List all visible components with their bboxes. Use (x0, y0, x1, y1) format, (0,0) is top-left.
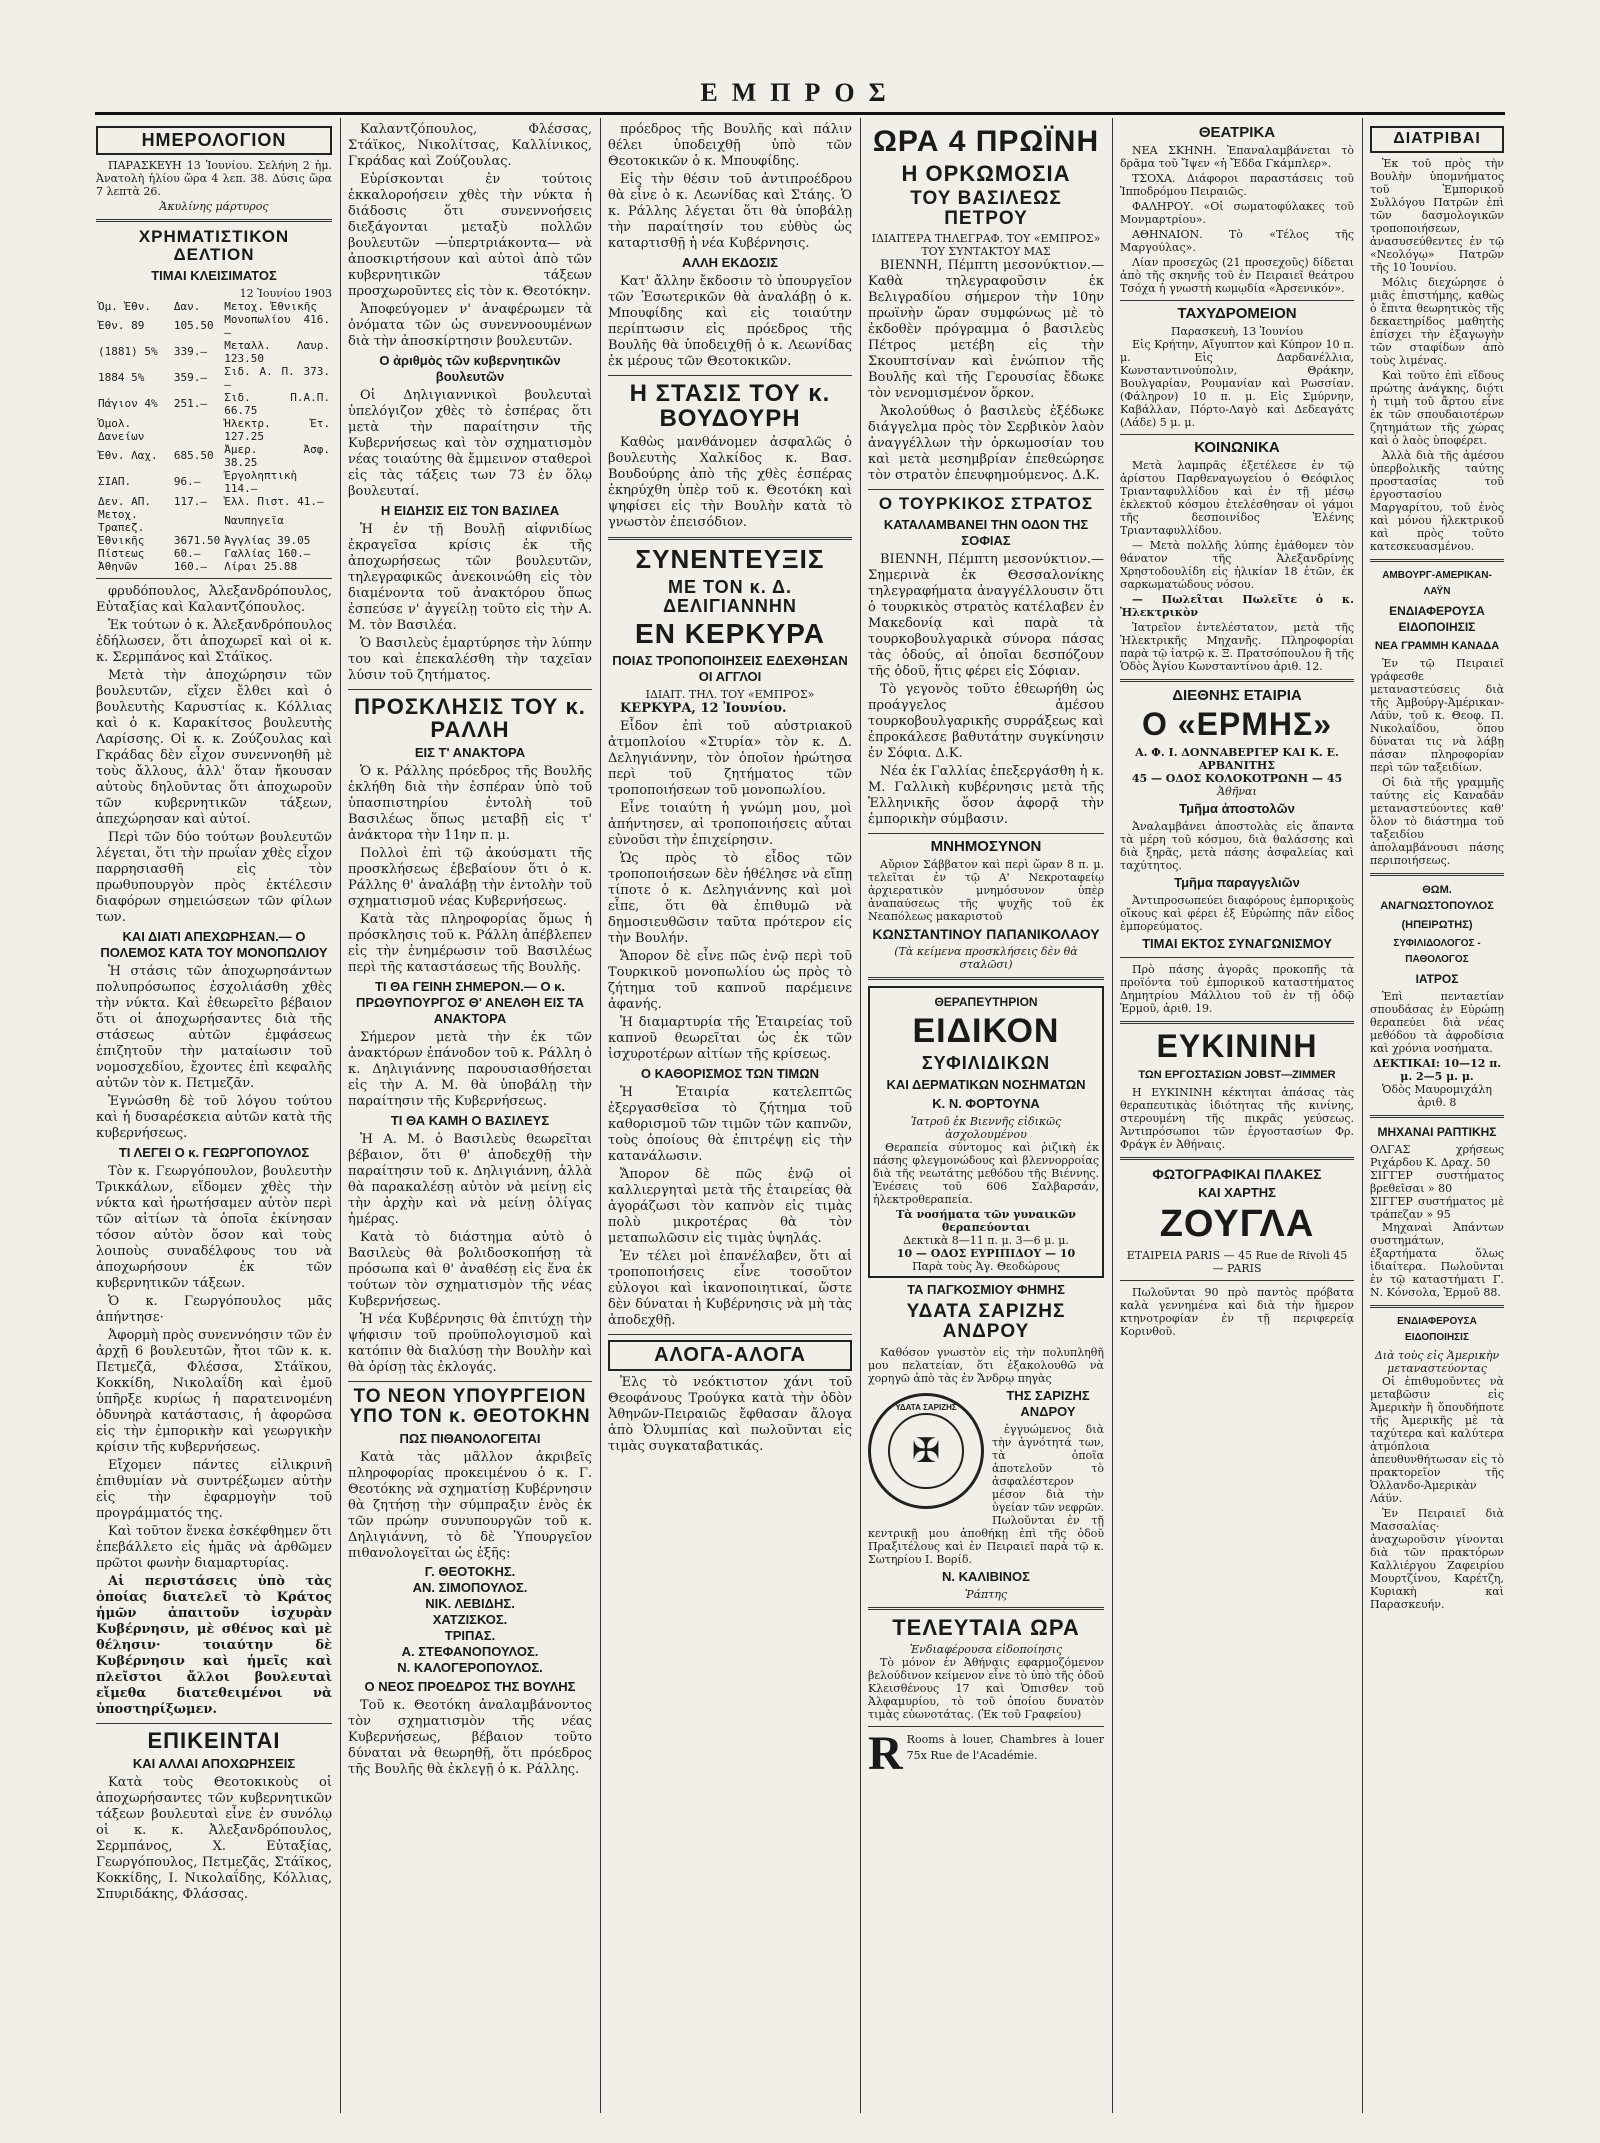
paragraph: Λίαν προσεχῶς (21 προσεχοῦς) δίδεται ἀπὸ τῆς σκηνῆς τοῦ ἐν Πειραιεῖ θεάτρου Τσόχα ἡ γνωστὴ κωμῳδία «Ἀρσενικόν». (1120, 256, 1354, 295)
doctor-origin: (ΗΠΕΙΡΩΤΗΣ) (1401, 918, 1473, 931)
price-cell: Ἀμερ. Ἀσφ. 38.25 (224, 442, 330, 469)
divider (1370, 873, 1504, 876)
mill-text: Πρὸ πάσης ἀγορᾶς προκοπῆς τὰ προϊόντα τοῦ ἐμπορικοῦ καταστήματος Δημητρίου Μάλλιου τοῦ ἐν τῇ ὁδῷ Ἑρμοῦ, ἀριθ. 19. (1120, 962, 1354, 1015)
price-cell: 1884 5% (98, 371, 145, 385)
price-row (96, 495, 332, 508)
price-row (96, 534, 332, 547)
divider (1120, 300, 1354, 301)
paragraph: Εἰς τὴν θέσιν τοῦ ἀντιπροέδρου θὰ εἶνε ὁ κ. Λεωνίδας καὶ Στάης. Ὁ κ. Ράλλης λέγεται ὅτι θὰ ὑποβάλῃ τὴν παραίτησίν του εὐθὺς ὡς καταρτισθῇ ἡ νέα Κυβέρνησις. (608, 172, 852, 251)
headline-hour-c: ΤΟΥ ΒΑΣΙΛΕΩΣ ΠΕΤΡΟΥ (910, 187, 1062, 229)
water-title-a: ΤΑ ΠΑΓΚΟΣΜΙΟΥ ΦΗΜΗΣ (907, 1281, 1065, 1297)
minister: ΑΝ. ΣΙΜΟΠΟΥΛΟΣ. (412, 1580, 528, 1596)
headline-interview-c: ΕΝ ΚΕΡΚΥΡΑ (635, 618, 825, 650)
price-table (96, 300, 332, 573)
divider (608, 537, 852, 540)
price-cell: Ἀγγλίας 39.05 (224, 533, 311, 547)
divider (1370, 1115, 1504, 1118)
price-row (96, 443, 332, 469)
paragraph: Σήμερον μετὰ τὴν ἐκ τῶν ἀνακτόρων ἐπάνοδον τοῦ κ. Ράλλη ὁ κ. Δηλιγιάννης παρουσιασθήσεται εἰς τὴν Α. Μ. θὰ ὑποβάλῃ τὴν παραίτησιν τῆς Κυβερνήσεως. (348, 1030, 592, 1110)
exchange-title: ΧΡΗΜΑΤΙΣΤΙΚΟΝ ΔΕΛΤΙΟΝ (138, 226, 290, 264)
headline-says: ΤΙ ΛΕΓΕΙ Ο κ. ΓΕΩΡΓΟΠΟΥΛΟΣ (118, 1144, 310, 1160)
interview-dateline: ΚΕΡΚΥΡΑ, 12 Ἰουνίου. (620, 700, 787, 716)
notice-sub: Διὰ τοὺς εἰς Ἀμερικὴν μεταναστεύοντας (1374, 1348, 1500, 1375)
paragraph: Ὡς πρὸς τὸ εἶδος τῶν τροποποιήσεων δὲν ἠθέλησε νὰ εἴπῃ τίποτε ὁ κ. Δεληγιάννης καὶ μοὶ εἶπε, ὅτι θὰ ἐπιθυμῶ νὰ δημοσιευθῶσιν ταῦτα πρότερον εἰς τὴν Βουλήν. (608, 850, 852, 946)
water-sign2: Ῥάπτης (964, 1587, 1008, 1601)
price-cell (172, 508, 222, 534)
column-4 (868, 122, 1104, 2112)
price-row (96, 417, 332, 443)
price-cell: 96.— (173, 475, 201, 489)
memorial-title: ΜΝΗΜΟΣΥΝΟΝ (930, 838, 1042, 856)
paragraph: Ἀποφεύγομεν ν' ἀναφέρωμεν τὰ ὀνόματα τῶν ὡς συνεννοουμένων διὰ τὴν ἀποσκίρτησιν βουλευτῶν. (348, 302, 592, 349)
paragraph: Ὁ Βασιλεὺς ἐμαρτύρησε τὴν λύπην του καὶ ἐπεκαλέσθη τὴν ταχεῖαν λύσιν τοῦ ζητήματος. (348, 636, 592, 683)
martyr: Ἀκυλίνης μάρτυρος (159, 199, 269, 213)
price-cell: 117.— (173, 494, 208, 508)
headline-today: ΤΙ ΘΑ ΓΕΙΝΗ ΣΗΜΕΡΟΝ.— Ο κ. ΠΡΩΘΥΠΟΥΡΓΟΣ Θ' ΑΝΕΛΘΗ ΕΙΣ ΤΑ ΑΝΑΚΤΟΡΑ (356, 979, 584, 1027)
minister-list (348, 1564, 592, 1676)
clinic-doctor-sub: Ἰατροῦ ἐκ Βιεννῆς εἰδικῶς ἀσχολουμένου (910, 1114, 1062, 1141)
divider (348, 689, 592, 690)
paragraph: Ἐκ τοῦ πρὸς τὴν Βουλὴν ὑπομνήματος τοῦ Ἐμπορικοῦ Συλλόγου Πατρῶν ἐπὶ τῶν δασμολογικῶν τροποποιήσεων, ἀνασυσεύθεντες ἐν τῷ «Νεολόγῳ» Πατρῶν τῆς 10 Ἰουνίου. (1370, 156, 1504, 274)
price-cell: Ὁμολ. Δανείων (98, 416, 145, 443)
paragraph: Οἱ ἐπιθυμοῦντες νὰ μεταβῶσιν εἰς Ἀμερικὴν ἢ ὅπουδήποτε τῆς Ἀμερικῆς μὲ τὰ ταχύτερα καὶ καλύτερα ἀτμόπλοια ἀπευθυνθήτωσαν εἰς τὸ πρακτορεῖον τῆς Ὀλλανδο-Ἀμερικὰν Λάϋν. (1370, 1374, 1504, 1505)
headline-alloga: ΑΛΟΓΑ-ΑΛΟΓΑ (608, 1340, 852, 1371)
column-divider (340, 118, 341, 2113)
minister: ΤΡΙΠΑΣ. (444, 1628, 496, 1644)
paragraph: Κατὰ τὰς μᾶλλον ἀκριβεῖς πληροφορίας προκειμένου ὁ κ. Γ. Θεοτόκης νὰ σχηματίσῃ Κυβέρνησιν θὰ ζητήσῃ τὴν σύμπραξιν ἑνὸς ἐκ τῶν πρώην συνυπουργῶν τοῦ κ. Δηλιγιάννη, τὸ δὲ Ὑπουργεῖον πιθανολογεῖται ὡς ἑξῆς: (348, 1450, 592, 1562)
column-6 (1370, 122, 1504, 2112)
price-row (96, 391, 332, 417)
memorial-name: ΚΩΝΣΤΑΝΤΙΝΟΥ ΠΑΠΑΝΙΚΟΛΑΟΥ (872, 926, 1100, 943)
divider (868, 833, 1104, 834)
minister: Α. ΣΤΕΦΑΝΟΠΟΥΛΟΣ. (401, 1644, 539, 1660)
paragraph: Τοῦ κ. Θεοτόκη ἀναλαμβάνοντος τὸν σχηματισμὸν τῆς νέας Κυβερνήσεως, βέβαιον τοῦτο δύναται νὰ θεωρηθῇ, ὅτι πρόεδρος τῆς Βουλῆς θὰ ἐκλεγῇ ὁ κ. Ράλλης. (348, 1698, 592, 1778)
price-cell: 3671.50 (173, 533, 221, 547)
paragraph: Οἱ διὰ τῆς γραμμῆς ταύτης εἰς Καναδᾶν μεταναστεύοντες καθ' ὅλον τὸ διάστημα τοῦ ταξειδίου ἀπολαμβάνουσι πάσης περιποιήσεως. (1370, 775, 1504, 867)
paragraph: Μόλις διεχώρησε ὁ μιᾶς ἐπιστήμης, καθὼς ὁ ἔπιτα θεωρητικὸς τῆς δεκαετηρίδος μαθητὴς ἐπίσχει τὴν ἐξαγωγὴν τῶν σταφίδων ἀπὸ τοὺς λιμένας. (1370, 275, 1504, 367)
headline-vote: Η ΣΤΑΣΙΣ ΤΟΥ κ. ΒΟΥΔΟΥΡΗ (629, 380, 831, 433)
divider (348, 1381, 592, 1382)
paragraph: Κατὰ τὰς πληροφορίας ὅμως ἡ πρόσκλησις τοῦ κ. Ράλλη ἀπέβλεπεν εἰς τὴν ἐνημέρωσιν τοῦ Βασιλέως περὶ τῆς καταστάσεως τῆς Βουλῆς. (348, 912, 592, 976)
price-cell: Ναυπηγεῖα (224, 514, 284, 528)
price-cell: Ἐθν. 89 (98, 319, 145, 333)
diatribai-title: ΔΙΑΤΡΙΒΑΙ (1370, 126, 1504, 153)
announcement-title: — Πωλεῖται Πωλεῖτε ὁ κ. Ἠλεκτρικὸν (1120, 593, 1354, 619)
price-cell: Ἐθν. Λαχ. (98, 449, 158, 463)
paragraph: Ἀλλὰ διὰ τῆς ἀμέσου ὑπερβολικῆς ταύτης προστασίας τοῦ ἐργοστασίου Μαργαρίτου, τοῦ ἑνὸς καὶ μόνου ἠλεκτρικοῦ καὶ πρὸς τοῦτο κατεσκευασμένου. (1370, 448, 1504, 553)
headline-refuse-sub: ΚΑΙ ΑΛΛΑΙ ΑΠΟΧΩΡΗΣΕΙΣ (132, 1755, 296, 1771)
paragraph: Κατὰ τὸ διάστημα αὐτὸ ὁ Βασιλεὺς θὰ βολιδοσκοπήσῃ τὰ πρόσωπα καὶ θ' ἀναθέσῃ εἰς ἕνα ἐκ τούτων τὸν σχηματισμὸν τῆς νέας Κυβερνήσεως. (348, 1230, 592, 1310)
hermes-text2: Ἀντιπροσωπεύει διαφόρους ἐμπορικοὺς οἴκους καὶ φέρει ἐξ Εὐρώπης πᾶν εἶδος ἐμπορεύματος. (1120, 893, 1354, 933)
paragraph: Ἀκολούθως ὁ βασιλεὺς ἐξέδωκε διάγγελμα πρὸς τὸν Σερβικὸν λαὸν ἀναγγέλλων τὴν ὁρκωμοσίαν του καὶ μετὰ μεσημβρίαν ἐπεθεώρησε τὸν στρατὸν ἐπευφημούμενος. Δ.Κ. (868, 404, 1104, 484)
masthead-rule (95, 112, 1505, 115)
headline-interview-d: ΠΟΙΑΣ ΤΡΟΠΟΠΟΙΗΣΕΙΣ ΕΔΕΧΘΗΣΑΝ ΟΙ ΑΓΓΛΟΙ (612, 652, 848, 684)
price-row (96, 339, 332, 365)
paragraph: Εἶδον ἐπὶ τοῦ αὐστριακοῦ ἀτμοπλοίου «Στυρία» τὸν κ. Δ. Δεληγιάννην, τὸν ὁποῖον ἠρώτησα περὶ τοῦ ζητήματος τῶν τροποποιήσεων τοῦ μονοπωλίου. (608, 718, 852, 798)
divider (1120, 1280, 1354, 1281)
paragraph: ΤΣΟΧΑ. Διάφοροι παραστάσεις τοῦ Ἱπποδρόμου Πειραιῶς. (1120, 172, 1354, 198)
column-1 (96, 122, 332, 2112)
sew-row: ΣΙΓΓΕΡ συστήματος βρεθεῖσαι » 80 (1370, 1168, 1504, 1195)
hermes-firm: Α. Φ. Ι. ΔΟΝΝΑΒΕΡΓΕΡ ΚΑΙ Κ. Ε. ΑΡΒΑΝΙΤΗΣ (1135, 745, 1339, 772)
quinine-text: Η ΕΥΚΙΝΙΝΗ κέκτηται ἁπάσας τὰς θεραπευτικὰς ἰδιότητας τῆς κινίνης, στερουμένη τῆς πικρᾶς γεύσεως. Ἀντιπρόσωποι τῶν ἐργοστασίων Φρ. Φράγκ ἐν Ἀθήναις. (1120, 1086, 1354, 1152)
headline-why: ΚΑΙ ΔΙΑΤΙ ΑΠΕΧΩΡΗΣΑΝ.— Ο ΠΟΛΕΜΟΣ ΚΑΤΑ ΤΟΥ ΜΟΝΟΠΩΛΙΟΥ (100, 928, 328, 960)
price-row (96, 300, 332, 313)
water-brand: ΤΗΣ ΣΑΡΙΖΗΣ ΑΝΔΡΟΥ (1006, 1387, 1090, 1419)
paragraph: Καὶ τοῦτο ἐπὶ εἴδους πρώτης ἀνάγκης, διότι ἡ τιμὴ τοῦ ἄρτου εἶνε ἐκ τῶν σπουδαιοτέρων ζητημάτων τῆς χώρας καὶ ὁ λαὸς ὑποφέρει. (1370, 368, 1504, 447)
hermes-address: 45 — ΟΔΟΣ ΚΟΛΟΚΟΤΡΩΝΗ — 45 (1131, 771, 1343, 785)
price-cell: Δαν. (173, 299, 201, 313)
water-sign: Ν. ΚΑΛΙΒΙΝΟΣ (942, 1568, 1030, 1584)
headline-hour-b: Η ΟΡΚΩΜΟΣΙΑ (901, 160, 1071, 186)
price-cell: 359.— (173, 371, 208, 385)
paragraph: Ἐλς τὸ νεόκτιστον χάνι τοῦ Θεοφάνους Τρούγκα κατὰ τὴν ὁδὸν Ἀθηνῶν-Πειραιῶς ἔφθασαν ἄλογα ἀπὸ Ὀλυμπίας καὶ πωλοῦνται εἰς τιμὰς συγκαταβατικάς. (608, 1374, 852, 1454)
divider (1120, 957, 1354, 958)
announcement-text: Ἰατρεῖον ἐντελέστατον, μετὰ τῆς Ἠλεκτρικῆς Μηχανῆς. Πληροφορίαι παρὰ τῷ ἰατρῷ κ. Ξ. Πρατσόπουλου ἢ τῆς Ὁδὸς Ἁγίου Κωνσταντίνου ἀριθ. 12. (1120, 621, 1354, 673)
quinine-sub: ΤΩΝ ΕΡΓΟΣΤΑΣΙΩΝ JOBST—ZIMMER (1138, 1069, 1336, 1082)
headline-news: Η ΕΙΔΗΣΙΣ ΕΙΣ ΤΟΝ ΒΑΣΙΛΕΑ (380, 503, 560, 518)
photo-sub: ΚΑΙ ΧΑΡΤΗΣ (1198, 1185, 1276, 1201)
clinic-address: 10 — ΟΔΟΣ ΕΥΡΙΠΙΔΟΥ — 10 (896, 1246, 1076, 1260)
paragraph: Νέα ἐκ Γαλλίας ἐπεξεργάσθη ἡ κ. Μ. Γαλλικὴ κυβέρνησις μετὰ τῆς Ἑλληνικῆς ὅσον ἀφορᾷ τὴν ἐμπορικὴν σύμβασιν. (868, 764, 1104, 828)
paragraph: Περὶ τῶν δύο τούτων βουλευτῶν λέγεται, ὅτι τὴν πρωΐαν χθὲς εἶχον παρρησιασθῆ εἰς τὸν πρωθυπουργὸν πρὸς ἐκτέλεσιν διαφόρων σημειώσεων τῶν φίλων των. (96, 829, 332, 925)
photo-text: Πωλοῦνται 90 πρὸ παντὸς πρόβατα καλὰ γεννημένα καὶ διὰ τὴν ἥμερον κτηνοτροφίαν ἐν τῇ περιφερείᾳ Κορινθοῦ. (1120, 1286, 1354, 1339)
sew-title: ΜΗΧΑΝΑΙ ΡΑΠΤΙΚΗΣ (1377, 1124, 1497, 1139)
column-divider (1112, 118, 1113, 2113)
price-cell: Μετοχ. Ἐθνικῆς (224, 299, 317, 313)
photo-brand: ΖΟΥΓΛΑ (1159, 1203, 1315, 1246)
doctor-address: Ὁδὸς Μαυρομιχάλη ἀριθ. 8 (1382, 1082, 1492, 1109)
memorial-footer: (Τὰ κείμενα προσκλήσεις δὲν θὰ σταλῶσι) (894, 945, 1078, 972)
price-row (96, 547, 332, 560)
price-cell: Σιδ. Π.Α.Π. 66.75 (224, 390, 330, 417)
interview-source: ΙΔΙΑΙΤ. ΤΗΛ. ΤΟΥ «ΕΜΠΡΟΣ» (645, 687, 815, 701)
divider (96, 578, 332, 579)
paragraph: ΒΙΕΝΝΗ, Πέμπτη μεσονύκτιον.— Καθὰ τηλεγραφοῦσιν ἐκ Βελιγραδίου σήμερον τὴν 10ην πρωϊνὴν ὥραν συμφώνως μὲ τὸ ἐκδοθὲν πρόγραμμα ὁ βασιλεὺς Πέτρος μετέβη εἰς τὴν Σκουπτσίναν καὶ ἐνώπιον τῆς Βουλῆς καὶ τῆς Γερουσίας ἔδωκε τὸν νενομισμένον ὅρκον. (868, 258, 1104, 402)
headline-other: ΑΛΛΗ ΕΚΔΟΣΙΣ (681, 255, 779, 270)
price-cell: Σιδ. Α. Π. 373.— (224, 364, 330, 391)
paragraph: Ἡ διαμαρτυρία τῆς Ἑταιρείας τοῦ καπνοῦ θεωρεῖται ὡς ἐκ τῶν ἰσχυροτέρων αἰτίων τῆς κρίσεως. (608, 1014, 852, 1062)
price-cell: Ἀθηνῶν (98, 559, 138, 573)
doctor-name: ΘΩΜ. ΑΝΑΓΝΩΣΤΟΠΟΥΛΟΣ (1380, 883, 1494, 912)
paragraph: Αἱ περιστάσεις ὑπὸ τὰς ὁποίας διατελεῖ τὸ Κράτος ἡμῶν ἀπαιτοῦν ἰσχυρὰν Κυβέρνησιν, μὲ σθένος καὶ μὲ θέλησιν· τοιαύτην δὲ Κυβέρνησιν καὶ ἡμεῖς καὶ πλεῖστοι ἄλλοι βουλευταὶ εἴμεθα διατεθειμένοι νὰ ὑποστηρίξωμεν. (96, 1573, 332, 1717)
headline-visit: ΠΡΟΣΚΛΗΣΙΣ ΤΟΥ κ. ΡΑΛΛΗ (354, 694, 586, 743)
headline-army-b: ΚΑΤΑΛΑΜΒΑΝΕΙ ΤΗΝ ΟΔΟΝ ΤΗΣ ΣΟΦΙΑΣ (883, 517, 1089, 549)
price-cell: 105.50 (173, 319, 214, 333)
paragraph: Μετὰ τὴν ἀποχώρησιν τῶν βουλευτῶν, εἴχεν ἔλθει καὶ ὁ βουλευτὴς Καρυστίας κ. Κόλλιας καὶ ὁ κ. Καρακίτσος βουλευτὴς Λαρίσσης. Οἱ κ. κ. Ζούζουλας καὶ Γκράδας δὲν εἶχον συνεννοηθῆ μὲ τοὺς ἄλλους, ἀλλ' ὅταν ἤκουσαν αὐτοὺς δηλοῦντας ὅτι ἀποχωροῦν τῶν κυβερνητικῶν τάξεων, ἀπεχώρησαν καὶ αὐτοί. (96, 667, 332, 827)
paragraph: ΑΘΗΝΑΙΟΝ. Τὸ «Τέλος τῆς Μαργούλας». (1120, 228, 1354, 254)
paragraph: Μετὰ λαμπρᾶς ἐξετέλεσε ἐν τῷ ἀρίστου Παρθεναγωγείου ὁ Θεόφιλος Τριανταφυλλίδου καὶ ἐν τῇ μέσῳ ἐκλεκτοῦ κόσμου ἐτελέσθησαν οἱ γάμοι τῆς δεσποινίδος Ἑλένης Τριανταφυλλίδου. (1120, 459, 1354, 537)
paragraph: Ἡ νέα Κυβέρνησις θὰ ἐπιτύχῃ τὴν ψήφισιν τοῦ προϋπολογισμοῦ καὶ κατόπιν θὰ διαλύσῃ τὴν Βουλὴν καὶ θὰ ὁρίσῃ τὰς ἐκλογάς. (348, 1312, 592, 1376)
headline-ministry-sub: ΠΩΣ ΠΙΘΑΝΟΛΟΓΕΙΤΑΙ (399, 1431, 541, 1447)
paragraph: ΝΕΑ ΣΚΗΝΗ. Ἐπαναλαμβάνεται τὸ δρᾶμα τοῦ Ἴψεν «ἡ Ἔδδα Γκάμπλερ». (1120, 144, 1354, 170)
paragraph: Οἱ Δηλιγιαννικοὶ βουλευταὶ ὑπελόγιζον χθὲς τὸ ἑσπέρας ὅτι μετὰ τὴν παραίτησιν τῆς Κυβερνήσεως καὶ τὸν σχηματισμὸν νέας τοιαύτης θὰ ἔμμεινον σταθεροὶ εἰς τὰς τάξεις των 73 ἐν ὅλῳ βουλευταί. (348, 388, 592, 499)
masthead-title: ΕΜΠΡΟΣ (700, 78, 900, 107)
sew-text: Μηχαναὶ Ἀπάντων συστημάτων, ἐξαρτήματα ὅλως ἰδιαίτερα. Πωλοῦνται ἐν τῷ καταστήματι Γ. Ν. Κόνσολα, Ἑρμοῦ 88. (1370, 1220, 1504, 1299)
water-title-b: ΥΔΑΤΑ ΣΑΡΙΖΗΣ ΑΝΔΡΟΥ (906, 1300, 1066, 1342)
hermes-text1: Ἀναλαμβάνει ἀποστολὰς εἰς ἅπαντα τὰ μέρη τοῦ κόσμου, διὰ θαλάσσης καὶ διὰ ξηρᾶς, μετὰ πάσης ἀσφαλείας καὶ ταχύτητος. (1120, 819, 1354, 872)
paragraph: Εἶνε τοιαύτη ἡ γνώμη μου, μοὶ ἀπήντησεν, αἱ τροποποιήσεις αὗται εὐνοῦσι τὴν ἐπιχείρησιν. (608, 800, 852, 848)
seal-text: ΥΔΑΤΑ ΣΑΡΙΖΗΣ (895, 1402, 957, 1412)
photo-address: ΕΤΑΙΡΕΙΑ PARIS — 45 Rue de Rivoli 45 — PARIS (1126, 1249, 1348, 1276)
headline-refuse: ΕΠΙΚΕΙΝΤΑΙ (147, 1727, 281, 1753)
price-cell: Ἑλλ. Πιστ. 41.— (224, 494, 324, 508)
hermes-title: ΔΙΕΘΝΗΣ ΕΤΑΙΡΙΑ (1172, 687, 1302, 704)
clinic-address2: Παρὰ τοὺς Ἁγ. Θεοδώρους (912, 1259, 1060, 1273)
cross-icon: ✠ (888, 1413, 964, 1489)
hermes-dept2: Τμῆμα παραγγελιῶν (1174, 874, 1300, 890)
paragraph: Ἡ στάσις τῶν ἀποχωρησάντων πολυπρόσωπος ἐσχολιάσθη χθὲς τὴν νύκτα. Καὶ ἐθεωρεῖτο βέβαιον ὅτι οἱ ἀποχωρήσαντες διὰ τῆς στάσεως αὐτῶν ἐμφάσεως ἐπιζητοῦν τὴν ματαίωσιν τοῦ νομοσχεδίου, ἔχοντες ἐπὶ κεφαλῆς αὐτῶν τὸν κ. Πετμεζᾶν. (96, 963, 332, 1091)
price-cell: 251.— (173, 397, 208, 411)
paragraph: Ἡ Α. Μ. ὁ Βασιλεὺς θεωρεῖται βέβαιον, ὅτι θ' ἀποδεχθῇ τὴν παραίτησιν τοῦ κ. Δηλιγιάννη, ἀλλὰ θὰ παρακαλέσῃ αὐτὸν νὰ μείνῃ εἰς τὴν ἀρχὴν καὶ νὰ μείνῃ ὀλίγας ἡμέρας. (348, 1132, 592, 1228)
paragraph: Ἄπορον δὲ εἶνε πῶς ἐνῷ περὶ τοῦ Τουρκικοῦ μονοπωλίου ὡς πρὸς τὸ ζήτημα τοῦ καπνοῦ παρέμεινε ἀφανής. (608, 948, 852, 1012)
price-cell: Λίραι 25.88 (224, 559, 298, 573)
paragraph: Ὁ κ. Γεωργόπουλος μᾶς ἀπήντησε· (96, 1293, 332, 1325)
price-cell: Πίστεως (98, 546, 145, 560)
clinic-sub1: ΣΥΦΙΛΙΔΙΚΩΝ (921, 1053, 1051, 1073)
ny-title: ΑΜΒΟΥΡΓ-ΑΜΕΡΙΚΑΝ-ΛΑΫΝ (1382, 569, 1492, 597)
clinic-big: ΕΙΔΙΚΟΝ (912, 1012, 1060, 1051)
water-seal (868, 1393, 984, 1509)
price-cell: Ἐργοληπτικὴ 114.— (224, 468, 298, 495)
paragraph: Ἡ ἐν τῇ Βουλῇ αἰφνιδίως ἐκραγεῖσα κρίσις ἐκ τῆς ἀποχωρήσεως τῶν βουλευτῶν, τηλεγραφικῶς ἀνεκοινώθη εἰς τὸν διαμένοντα τοῦ ἀνακτόρου ὅπως ἐσπεύσε ν' ἀγγείλῃ τοῦτο εἰς τὴν Α. Μ. τὸν Βασιλέα. (348, 522, 592, 633)
column-divider (860, 118, 861, 2113)
almanac-text: ΠΑΡΑΣΚΕΥΗ 13 Ἰουνίου. Σελήνη 2 ἡμ. Ἀνατολὴ ἡλίου ὥρα 4 λεπ. 38. Δύσις ὥρα 7 λεπτὰ 26. (96, 158, 332, 198)
dropcap-icon: R (868, 1726, 903, 1780)
paragraph: Ἀφορμὴ πρὸς συνεννόησιν τῶν ἐν ἀρχῇ 6 βουλευτῶν, ἤτοι τῶν κ. κ. Πετμεζᾶ, Φλέσσα, Στάϊκου, Κοκκίδη, Νικολαΐδη καὶ ἐμοῦ ὑπῆρξε κυρίως ἡ παρατεινομένη ὀδυνηρὰ κατάστασις, ἡ ἀφορῶσα εἰς τὴν ἐμπορικὴν καὶ γεωργικὴν κρίσιν τῆς κυβερνήσεως. (96, 1327, 332, 1455)
quinine-title: ΕΥΚΙΝΙΝΗ (1156, 1027, 1318, 1064)
price-cell: Γαλλίας 160.— (224, 546, 311, 560)
paragraph: Τὸ γεγονὸς τοῦτο ἐθεωρήθη ὡς προάγγελος ἀμέσου τουρκοβουλγαρικῆς συρράξεως καὶ ἐπροκάλεσε βαθυτάτην συγκίνησιν ἐν Σόφια. Δ.Κ. (868, 682, 1104, 762)
price-cell: 339.— (173, 345, 208, 359)
price-cell: Μετοχ. Τραπεζ. (98, 507, 145, 534)
clinic-title: ΘΕΡΑΠΕΥΤΗΡΙΟΝ (934, 995, 1038, 1010)
doctor-hours: ΔΕΚΤΙΚΑΙ: 10—12 π. μ. 2—5 μ. μ. (1372, 1056, 1502, 1083)
paragraph: Τὸν κ. Γεωργόπουλον, βουλευτὴν Τρικκάλων, εἴδομεν χθὲς τὴν νύκτα καὶ ἠρωτήσαμεν αὐτὸν περὶ τῶν αἰτίων τὰ ὁποῖα ἐκίνησαν τόσον αὐτὸν ὅσον καὶ τοὺς λοιποὺς συναδέλφους του νὰ ἀποχωρήσουν ἐκ τῶν κυβερνητικῶν τάξεων. (96, 1163, 332, 1291)
headline-king: ΤΙ ΘΑ ΚΑΜΗ Ο ΒΑΣΙΛΕΥΣ (390, 1113, 550, 1129)
paragraph: Πολλοὶ ἐπὶ τῷ ἀκούσματι τῆς προσκλήσεως ἐβεβαίουν ὅτι ὁ κ. Ράλλης θ' ἀναλάβῃ τὴν ἐντολὴν τοῦ σχηματισμοῦ νέας Κυβερνήσεως. (348, 846, 592, 910)
paragraph: Κατὰ τοὺς Θεοτοκικοὺς οἱ ἀποχωρήσαντες τῶν κυβερνητικῶν τάξεων βουλευταὶ εἶνε ἐν συνόλῳ οἱ κ. κ. Ἀλεξανδρόπουλος, Σερμπάνος, Χ. Εὐταξίας, Γεωργόπουλος, Πετμεζᾶς, Στάϊκος, Κοκκίδης, Ι. Νικολαΐδης, Κόλλιας, Σπυριδάκης, Φλάσσας. (96, 1774, 332, 1902)
column-divider (1362, 118, 1363, 2113)
column-divider (600, 118, 601, 2113)
paragraph: Ἐν Πειραιεῖ διὰ Μασσαλίας· ἀναχωροῦσιν γίνονται διὰ τῶν πρακτόρων Καλλιέργου Ζαφειρίου Μουρτζίνου, Καρέτζη, Κυριακὴ καὶ Παρασκευήν. (1370, 1506, 1504, 1611)
clinic-hours: Τὰ νοσήματα τῶν γυναικῶν θεραπεύονται (896, 1207, 1076, 1234)
divider (1370, 1305, 1504, 1308)
notice-title: ΕΝΔΙΑΦΕΡΟΥΣΑ ΕΙΔΟΠΟΙΗΣΙΣ (1397, 1315, 1477, 1343)
memorial-text: Αὔριον Σάββατον καὶ περὶ ὥραν 8 π. μ. τελεῖται ἐν τῷ Α' Νεκροταφείῳ ἀρχιερατικὸν μνημόσυνον ὑπὲρ ἀναπαύσεως τῆς ψυχῆς τοῦ ἐκ Νεαπόλεως μακαριστοῦ (868, 858, 1104, 924)
paragraph: Ἐν τῷ Πειραιεῖ γράφεσθε μεταναστεύσεις διὰ τῆς Ἀμβούργ-Ἀμέρικαν-Λάϋν, τοῦ κ. Θεοφ. Π. Νικολαΐδου, ὅπου δύναται τις νὰ λάβῃ πάσαν πληροφορίαν περὶ τῶν ταξειδίων. (1370, 656, 1504, 774)
paragraph: — Μετὰ πολλῆς λύπης ἐμάθομεν τὸν θάνατον τῆς Ἀλεξανδρίνης Χρηστοδουλίδη εἰς ἡλικίαν 18 ἐτῶν, ἐκ σαρκωματώδους νόσου. (1120, 539, 1354, 591)
divider (608, 1334, 852, 1335)
theatre-title: ΘΕΑΤΡΙΚΑ (1198, 124, 1276, 141)
divider (1120, 1021, 1354, 1024)
paragraph: Εὑρίσκονται ἐν τούτοις ἐκκαλοροήσειν χθὲς τὴν νύκτα ἡ διάδοσις ὅτι συνεννοήσεις διεξάγονται μεταξὺ πολλῶν βουλευτῶν —ὑπερτριάκοντα— νὰ ἀποσκιρτήσουν καὶ αὐτοὶ ἀπὸ τῶν κυβερνητικῶν τάξεων προσχωροῦντες εἰς τὸν κ. Θεοτόκην. (348, 172, 592, 299)
minister: Ν. ΚΑΛΟΓΕΡΟΠΟΥΛΟΣ. (397, 1660, 543, 1676)
divider (96, 219, 332, 222)
divider (1120, 1157, 1354, 1160)
paragraph: Καλαντζόπουλος, Φλέσσας, Στάϊκος, Νικολίτσας, Καλλίνικος, Γκράδας καὶ Ζούζουλας. (348, 122, 592, 169)
price-row (96, 469, 332, 495)
paragraph: Ἡ Ἑταιρία κατελεπτῶς ἐξεργασθεῖσα τὸ ζήτημα τοῦ καθορισμοῦ τῶν τιμῶν τῶν καπνῶν, τοὺς ὁποίους θὰ ἐπιτρέψῃ εἰς τὴν κατανάλωσιν. (608, 1084, 852, 1164)
divider (1120, 679, 1354, 682)
minister: ΝΙΚ. ΛΕΒΙΔΗΣ. (425, 1596, 515, 1612)
rooms-text: Rooms à louer, Chambres à louer 75x Rue de l'Académie. (906, 1732, 1104, 1762)
clinic-text: Θεραπεία σύντομος καὶ ῥιζικὴ ἐκ πάσης φλεγμονώδους καὶ βλεννορροίας διὰ τῆς νεωτάτης μεθόδου τῆς Βιέννης. Ἑνέσεις τοῦ 606 Σαλβαρσάν, ἡλεκτροθεραπεία. (873, 1140, 1099, 1206)
price-cell: Μονοπωλίου 416.— (224, 312, 330, 339)
sew-row: ΣΙΓΓΕΡ συστήματος μὲ τράπεζαν » 95 (1370, 1194, 1504, 1221)
hermes-big: Ο «ΕΡΜΗΣ» (1141, 706, 1333, 742)
paragraph: Κατ' ἄλλην ἔκδοσιν τὸ ὑπουργεῖον τῶν Ἐσωτερικῶν θὰ ἀναλάβῃ ὁ κ. Μπουφίδης καὶ εἰς τοιαύτην περίπτωσιν εἰς πρόεδρος τῆς Βουλῆς θὰ ὑποδειχθῇ ὁ κ. Λεωνίδας ἐκ μέρους τῶν Θεοτοκικῶν. (608, 274, 852, 369)
paragraph: ΒΙΕΝΝΗ, Πέμπτη μεσονύκτιον.— Σημερινὰ ἐκ Θεσσαλονίκης τηλεγραφήματα ἀναγγέλλουσιν ὅτι ὁ τουρκικὸς στρατὸς κατέλαβεν ἐν Μακεδονίᾳ καὶ παρὰ τὰ τουρκοβουλγαρικὰ σύνορα πάσας τὰς ὁδούς, αἱ ὁποῖαι δεσπόζουν τῆς ὁδοῦ, ἥτις φέρει εἰς Σόφιαν. (868, 552, 1104, 680)
price-row (96, 313, 332, 339)
divider (608, 375, 852, 376)
paragraph: Εἴχομεν πάντες εἰλικρινῆ ἐπιθυμίαν νὰ συντρέξωμεν αὐτὴν εἰς τὴν ἐφαρμογὴν τοῦ προγράμματός της. (96, 1457, 332, 1521)
post-title: ΤΑΧΥΔΡΟΜΕΙΟΝ (1177, 305, 1297, 322)
price-row (96, 560, 332, 573)
price-cell: Ἠλεκτρ. Ἐτ. 127.25 (224, 416, 330, 443)
price-cell: Δεν. ΑΠ. (98, 494, 151, 508)
price-cell: 685.50 (173, 449, 214, 463)
headline-president: Ο ΝΕΟΣ ΠΡΟΕΔΡΟΣ ΤΗΣ ΒΟΥΛΗΣ (364, 1679, 576, 1695)
price-cell: Ὁμ. Ἐθν. (98, 299, 151, 313)
paragraph: Ἐγνώσθη δὲ τοῦ λόγου τούτου καὶ ἡ δυσαρέσκεια αὐτῶν κατὰ τῆς κυβερνήσεως. (96, 1093, 332, 1141)
hermes-footer: ΤΙΜΑΙ ΕΚΤΟΣ ΣΥΝΑΓΩΝΙΣΜΟΥ (1142, 935, 1332, 951)
photo-title: ΦΩΤΟΓΡΑΦΙΚΑΙ ΠΛΑΚΕΣ (1152, 1166, 1322, 1183)
headline-visit-sub: ΕΙΣ Τ' ΑΝΑΚΤΟΡΑ (414, 745, 526, 761)
divider (868, 1607, 1104, 1610)
prices-title: ΤΙΜΑΙ ΚΛΕΙΣΙΜΑΤΟΣ (151, 267, 277, 283)
headline-prices: Ο ΚΑΘΟΡΙΣΜΟΣ ΤΩΝ ΤΙΜΩΝ (640, 1065, 820, 1081)
price-cell: 160.— (173, 559, 208, 573)
divider (868, 489, 1104, 490)
headline-ministry: ΤΟ ΝΕΟΝ ΥΠΟΥΡΓΕΙΟΝ ΥΠΟ ΤΟΝ κ. ΘΕΟΤΟΚΗΝ (349, 1386, 591, 1428)
price-cell: (1881) 5% (98, 345, 158, 359)
almanac-title: ΗΜΕΡΟΛΟΓΙΟΝ (96, 126, 332, 155)
clinic-sub2: ΚΑΙ ΔΕΡΜΑΤΙΚΩΝ ΝΟΣΗΜΑΤΩΝ (886, 1076, 1086, 1092)
clinic-ad (868, 986, 1104, 1278)
rooms-ad (868, 1726, 1104, 1780)
price-row (96, 508, 332, 534)
headline-army-a: Ο ΤΟΥΡΚΙΚΟΣ ΣΤΡΑΤΟΣ (878, 494, 1094, 514)
divider (868, 977, 1104, 980)
ny-sub: ΕΝΔΙΑΦΕΡΟΥΣΑ ΕΙΔΟΠΟΙΗΣΙΣ (1389, 603, 1485, 634)
price-cell: ΣΙΑΠ. (98, 475, 132, 489)
prices-date: 12 Ἰουνίου 1903 (239, 286, 332, 300)
doctor-text: Ἐπὶ πενταετίαν σπουδάσας ἐν Εὐρώπῃ θεραπεύει διὰ νέας μεθόδου τὰ ἀφροδίσια καὶ χρόνια νοσήματα. (1370, 989, 1504, 1055)
divider (868, 1726, 1104, 1727)
paragraph: Ἐν τέλει μοὶ ἐπανέλαβεν, ὅτι αἱ τροποποιήσεις εἶνε τοσοῦτον εὐλογοι καὶ ἱκανοποιητικαί, ὥστε δὲν δύναται ἡ Κυβέρνησις νὰ μὴ τὰς ἀποδεχθῇ. (608, 1248, 852, 1328)
last-sub: Ἐνδιαφέρουσα εἰδοποίησις (909, 1642, 1063, 1656)
water-intro: Καθόσον γνωστὸν εἰς τὴν πολυπληθῆ μου πελατείαν, ὅτι ἐξακολουθῶ νὰ χορηγῶ ἀπὸ τὰς ἐν Ἄνδρῳ πηγὰς (868, 1345, 1104, 1385)
paragraph: Ἄπορον δὲ πῶς ἐνῷ οἱ καλλιεργηταὶ μετὰ τῆς ἑταιρείας θὰ ἀγοράζωσι τὸν καπνὸν εἰς τιμὰς πολὺ μικροτέρας θὰ τὸν μεταπωλῶσιν εἰς τιμὰς ὑψηλάς. (608, 1166, 852, 1246)
post-text: Εἰς Κρήτην, Αἴγυπτον καὶ Κύπρον 10 π. μ. Εἰς Δαρδανέλλια, Κωνσταντινούπολιν, Θράκην, Βουλγαρίαν, Ρουμανίαν καὶ Ρωσσίαν. (Φάληρον) 10 π. μ. Εἰς Σμύρνην, Καβάλλαν, Πόρτο-Λαγὸ καὶ Δεδεαγάτς (Λάδε) 5 μ. μ. (1120, 338, 1354, 429)
price-cell: Πάγιον 4% (98, 397, 158, 411)
headline-number: Ο ἀριθμὸς τῶν κυβερνητικῶν βουλευτῶν (379, 353, 561, 384)
ny-sub2: ΝΕΑ ΓΡΑΜΜΗ ΚΑΝΑΔΑ (1374, 639, 1500, 652)
clinic-doctor: Κ. Ν. ΦΟΡΤΟΥΝΑ (932, 1095, 1040, 1111)
doctor-title: ΣΥΦΙΛΙΔΟΛΟΓΟΣ - ΠΑΘΟΛΟΓΟΣ (1393, 937, 1481, 965)
hermes-dept1: Τμῆμα ἀποστολῶν (1179, 800, 1295, 816)
paragraph: Ὁ κ. Ράλλης πρόεδρος τῆς Βουλῆς ἐκλήθη διὰ τὴν ἐσπέραν ὑπὸ τοῦ ὑπασπιστηρίου ἐντολὴ τοῦ Βασιλέως ὅπως μεταβῇ εἰς τ' ἀνάκτορα τὴν 11ην π. μ. (348, 764, 592, 844)
column-3 (608, 122, 852, 2112)
paragraph: ΦΑΛΗΡΟΥ. «Οἱ σωματοφύλακες τοῦ Μονμαρτρίου». (1120, 200, 1354, 226)
minister: Γ. ΘΕΟΤΟΚΗΣ. (424, 1564, 516, 1580)
last-text: Τὸ μόνον ἐν Ἀθήναις εφαρμοζόμενον βελούδινον κείμενον εἶνε τὸ ὑπὸ τῆς ὁδοῦ Κλεισθένους 17 καὶ Ὁπισθεν τοῦ Ἀλφαμυρίου, τὸ τοῦ ὁποίου δυνατὸν τιμὰς εὐωνοτάτας. (Ἐκ τοῦ Γραφείου) (868, 1655, 1104, 1721)
paragraph: φρυδόπουλος, Ἀλεξανδρόπουλος, Εὐταξίας καὶ Καλαντζόπουλος. (96, 583, 332, 615)
hermes-city: Ἀθῆναι (1217, 784, 1257, 798)
divider (1370, 559, 1504, 562)
paragraph: Καθὼς μανθάνομεν ἀσφαλῶς ὁ βουλευτὴς Χαλκίδος κ. Βασ. Βουδούρης ἀπὸ τῆς χθὲς ἐσπέρας ἐκηρύχθη ὑπὲρ τοῦ κ. Θεοτόκη καὶ ψηφίσει εἰς τὴν Βουλὴν κατὰ τὸ γνωστὸν ἐπεισόδιον. (608, 435, 852, 531)
social-title: ΚΟΙΝΩΝΙΚΑ (1194, 439, 1280, 456)
divider (96, 1723, 332, 1724)
water-text: ἐγγυώμενος διὰ τὴν ἀγνότητά των, τὰ ὁποῖα ἀποτελοῦν τὸ ἀσφαλέστερον μέσον διὰ τὴν ὑγείαν τῶν νεφρῶν. Πωλοῦνται ἐν τῇ κεντρικῇ μου ἀποθήκῃ ἐπὶ τῆς ὁδοῦ Πραξιτέλους καὶ ἐν Πειραιεῖ παρὰ τῷ κ. Σωτηρίου Ι. Βορίδ. (868, 1422, 1104, 1566)
last-title: ΤΕΛΕΥΤΑΙΑ ΩΡΑ (892, 1614, 1080, 1640)
price-cell: 60.— (173, 546, 201, 560)
divider (1120, 434, 1354, 435)
sew-row: ΟΛΓΑΣ χρήσεως Ριχάρδου Κ. Δραχ. 50 (1370, 1142, 1504, 1169)
price-cell (172, 417, 222, 443)
column-5 (1120, 122, 1354, 2112)
paragraph: Ἐκ τούτων ὁ κ. Ἀλεξανδρόπουλος ἐδήλωσεν, ὅτι ἀποχωρεῖ καὶ οἱ κ. κ. Σερμπάνος καὶ Στάϊκος. (96, 617, 332, 665)
price-cell: Μεταλλ. Λαυρ. 123.50 (224, 338, 330, 365)
price-row (96, 365, 332, 391)
price-cell: Ἐθνικῆς (98, 533, 145, 547)
paragraph: Καὶ τοῦτον ἕνεκα ἐσκέφθημεν ὅτι ἐπεβάλλετο εἰς ἡμᾶς νὰ ἀρθῶμεν πρῶτοι φωνὴν διαμαρτυρίας. (96, 1523, 332, 1571)
post-date: Παρασκευὴ, 13 Ἰουνίου (1170, 325, 1304, 338)
headline-hour-a: ΩΡΑ 4 ΠΡΩΪΝΗ (872, 125, 1100, 158)
hour-source: ΙΔΙΑΙΤΕΡΑ ΤΗΛΕΓΡΑΦ. ΤΟΥ «ΕΜΠΡΟΣ» ΤΟΥ ΣΥΝΤΑΚΤΟΥ ΜΑΣ (871, 232, 1101, 259)
column-2 (348, 122, 592, 2112)
minister: ΧΑΤΖΙΣΚΟΣ. (432, 1612, 508, 1628)
paragraph: πρόεδρος τῆς Βουλῆς καὶ πάλιν θέλει ὑποδειχθῇ ὑπὸ τῶν Θεοτοκικῶν ὁ κ. Μπουφίδης. (608, 122, 852, 169)
doctor-role: ΙΑΤΡΟΣ (1415, 971, 1459, 986)
headline-interview-a: ΣΥΝΕΝΤΕΥΞΙΣ (635, 544, 825, 575)
clinic-hours2: Δεκτικὰ 8—11 π. μ. 3—6 μ. μ. (903, 1233, 1069, 1247)
headline-interview-b: ΜΕ ΤΟΝ κ. Δ. ΔΕΛΙΓΙΑΝΝΗΝ (663, 576, 797, 616)
